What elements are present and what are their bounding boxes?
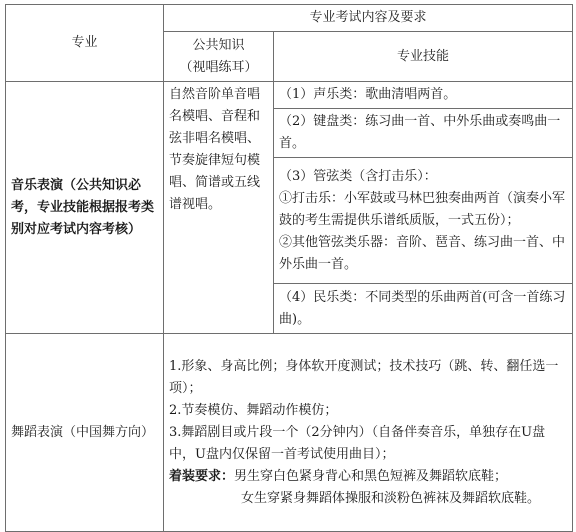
dance-item-3: 3.舞蹈剧目或片段一个（2分钟内）（自备伴奏音乐，单独存在U盘中，U盘内仅保留一首考试使用曲目）； xyxy=(169,424,546,462)
music-vocal: （1）声乐类：歌曲清唱两首。 xyxy=(274,82,573,109)
header-professional-skills: 专业技能 xyxy=(274,32,573,82)
dance-item-1: 1.形象、身高比例；身体软开度测试；技术技巧（跳、转、翻任选一项）； xyxy=(169,358,559,396)
dance-attire-male: 男生穿白色紧身背心和黑色短裤及舞蹈软底鞋； xyxy=(234,468,508,484)
music-major-cell xyxy=(6,82,164,334)
dance-row xyxy=(6,334,573,532)
music-keyboard: （2）键盘类：练习曲一首、中外乐曲或奏鸣曲一首。 xyxy=(274,109,573,158)
music-winds-title: （3）管弦类（含打击乐）： xyxy=(279,168,437,184)
header-public-knowledge xyxy=(164,32,274,82)
music-major-label: 音乐表演（公共知识必考，专业技能根据报考类别对应考试内容考核） xyxy=(11,177,155,237)
header-public-knowledge-line2: （视唱练耳） xyxy=(179,59,258,75)
dance-attire-male-line xyxy=(169,466,567,488)
header-public-knowledge-line1: 公共知识 xyxy=(192,37,245,53)
dance-attire-label: 着装要求： xyxy=(169,468,235,484)
dance-attire-female: 女生穿紧身舞蹈体操服和淡粉色裤袜及舞蹈软底鞋。 xyxy=(241,490,541,506)
exam-requirements-table xyxy=(5,4,573,532)
music-winds-item1: ①打击乐：小军鼓或马林巴独奏曲两首（演奏小军鼓的考生需提供乐谱纸质版，一式五份）； xyxy=(279,190,566,228)
music-folk: （4）民乐类：不同类型的乐曲两首(可含一首练习曲)。 xyxy=(274,284,573,334)
music-public-knowledge: 自然音阶单音唱名模唱、音程和弦非唱名模唱、节奏旋律短句模唱、简谱或五线谱视唱。 xyxy=(164,82,274,334)
dance-item-2: 2.节奏模仿、舞蹈动作模仿； xyxy=(169,402,338,418)
header-exam-group: 专业考试内容及要求 xyxy=(164,5,573,32)
music-row-vocal xyxy=(6,82,573,109)
dance-major-cell: 舞蹈表演（中国舞方向） xyxy=(6,334,164,532)
header-major: 专业 xyxy=(6,5,164,82)
music-winds xyxy=(274,158,573,284)
music-winds-item2: ②其他管弦类乐器：音阶、琶音、练习曲一首、中外乐曲一首。 xyxy=(279,234,566,272)
dance-requirements xyxy=(164,334,573,532)
header-row-1 xyxy=(6,5,573,32)
